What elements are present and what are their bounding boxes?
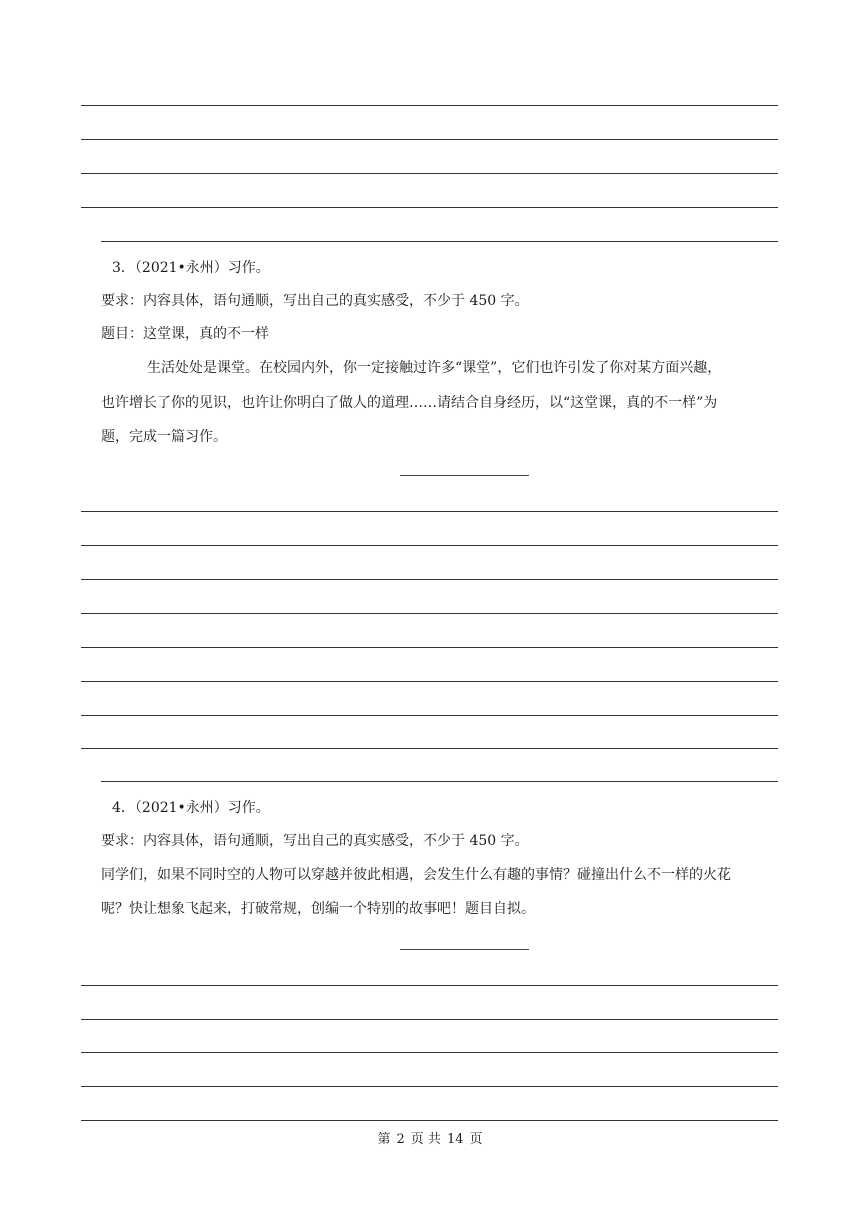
writing-line — [81, 647, 778, 648]
writing-line — [81, 1086, 778, 1087]
q3-paragraph-line-1: 生活处处是课堂。在校园内外，你一定接触过许多“课堂”，它们也许引发了你对某方面兴趣， — [147, 360, 722, 376]
writing-line — [81, 173, 778, 174]
writing-line — [81, 1052, 778, 1053]
question-separator — [101, 781, 778, 782]
page-footer — [0, 1128, 860, 1147]
q4-title-blank — [400, 949, 529, 950]
footer-suffix: 页 — [469, 1132, 483, 1147]
q3-title: 3．（2021•永州）习作。 — [112, 260, 270, 276]
writing-line — [81, 985, 778, 986]
writing-line — [81, 207, 778, 208]
q3-requirement: 要求：内容具体，语句通顺，写出自己的真实感受，不少于 450 字。 — [101, 293, 529, 309]
question-separator — [101, 241, 778, 242]
writing-line — [81, 139, 778, 140]
writing-line — [81, 1019, 778, 1020]
q3-title-blank — [400, 475, 529, 476]
writing-line — [81, 511, 778, 512]
footer-page-number: 2 — [396, 1132, 405, 1147]
footer-prefix: 第 — [377, 1132, 391, 1147]
footer-middle: 页 共 — [410, 1132, 441, 1147]
q4-title: 4．（2021•永州）习作。 — [112, 800, 270, 816]
writing-line — [81, 715, 778, 716]
q4-paragraph-line-1: 同学们，如果不同时空的人物可以穿越并彼此相遇，会发生什么有趣的事情？碰撞出什么不一样的火花 — [101, 867, 731, 883]
q4-paragraph-line-2: 呢？快让想象飞起来，打破常规，创编一个特别的故事吧！题目自拟。 — [101, 901, 535, 917]
writing-line — [81, 681, 778, 682]
writing-line — [81, 579, 778, 580]
writing-line — [81, 748, 778, 749]
writing-line — [81, 105, 778, 106]
q4-requirement: 要求：内容具体，语句通顺，写出自己的真实感受，不少于 450 字。 — [101, 833, 529, 849]
q3-topic: 题目：这堂课，真的不一样 — [101, 326, 269, 342]
writing-line — [81, 1120, 778, 1121]
writing-line — [81, 613, 778, 614]
q3-paragraph-line-2: 也许增长了你的见识，也许让你明白了做人的道理……请结合自身经历，以“这堂课，真的不一样”为 — [101, 395, 718, 411]
writing-line — [81, 545, 778, 546]
q3-paragraph-line-3: 题，完成一篇习作。 — [101, 429, 227, 445]
footer-total-pages: 14 — [446, 1132, 464, 1147]
